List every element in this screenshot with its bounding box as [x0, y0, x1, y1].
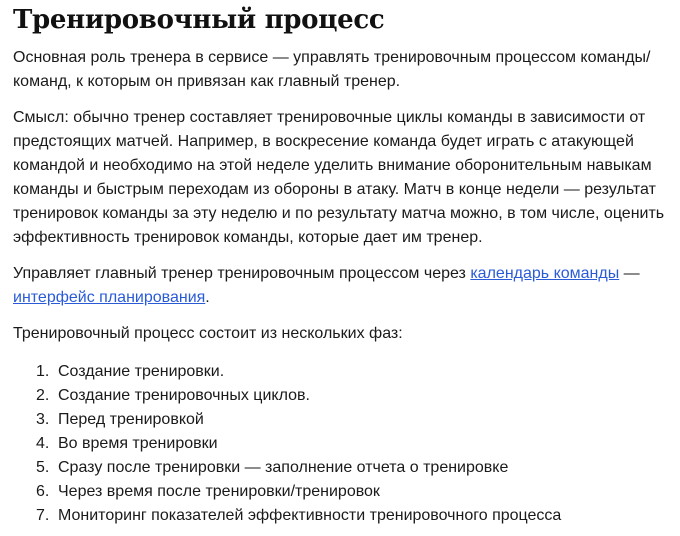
list-item	[13, 504, 667, 528]
list-item	[13, 432, 667, 456]
list-item	[13, 456, 667, 480]
list-number: 5.	[36, 459, 50, 476]
planning-interface-link[interactable]: интерфейс планирования	[13, 289, 206, 306]
list-item	[13, 408, 667, 432]
list-number: 3.	[36, 411, 50, 428]
list-text: Перед тренировкой	[58, 411, 204, 428]
list-text: Сразу после тренировки — заполнение отчета о тренировке	[58, 459, 509, 476]
list-text: Мониторинг показателей эффективности тренировочного процесса	[58, 507, 562, 524]
list-number: 2.	[36, 387, 50, 404]
team-calendar-link[interactable]: календарь команды	[470, 265, 620, 282]
list-number: 4.	[36, 435, 50, 452]
list-item	[13, 480, 667, 504]
intro-paragraph: Основная роль тренера в сервисе — управлять тренировочным процессом команды/команд, к которым он привязан как главный тренер.	[13, 49, 651, 90]
page-title: Тренировочный процесс	[13, 5, 385, 35]
list-number: 1.	[36, 363, 50, 380]
dash-text: —	[619, 265, 640, 282]
period-text: .	[205, 289, 210, 306]
list-text: Во время тренировки	[58, 435, 218, 452]
list-text: Создание тренировочных циклов.	[58, 387, 310, 404]
list-text: Создание тренировки.	[58, 363, 225, 380]
list-item	[13, 360, 667, 384]
phases-list	[13, 360, 667, 528]
list-text: Через время после тренировки/тренировок	[58, 483, 380, 500]
list-item	[13, 384, 667, 408]
list-number: 6.	[36, 483, 50, 500]
list-number: 7.	[36, 507, 50, 524]
management-paragraph	[13, 262, 667, 310]
meaning-paragraph: Смысл: обычно тренер составляет тренировочные циклы команды в зависимости от предстоящих матчей. Например, в воскресение команда будет играть с атакующей командой и необходимо на этой неделе уделить внимание оборонительным навыкам команды и быстрым переходам из обороны в атаку. Матч в конце недели — результат тренировок команды за эту неделю и по результату матча можно, в том числе, оценить эффективность тренировок команды, которые дает им тренер.	[13, 109, 665, 246]
management-text: Управляет главный тренер тренировочным процессом через	[13, 265, 471, 282]
phases-intro: Тренировочный процесс состоит из нескольких фаз:	[13, 325, 403, 342]
